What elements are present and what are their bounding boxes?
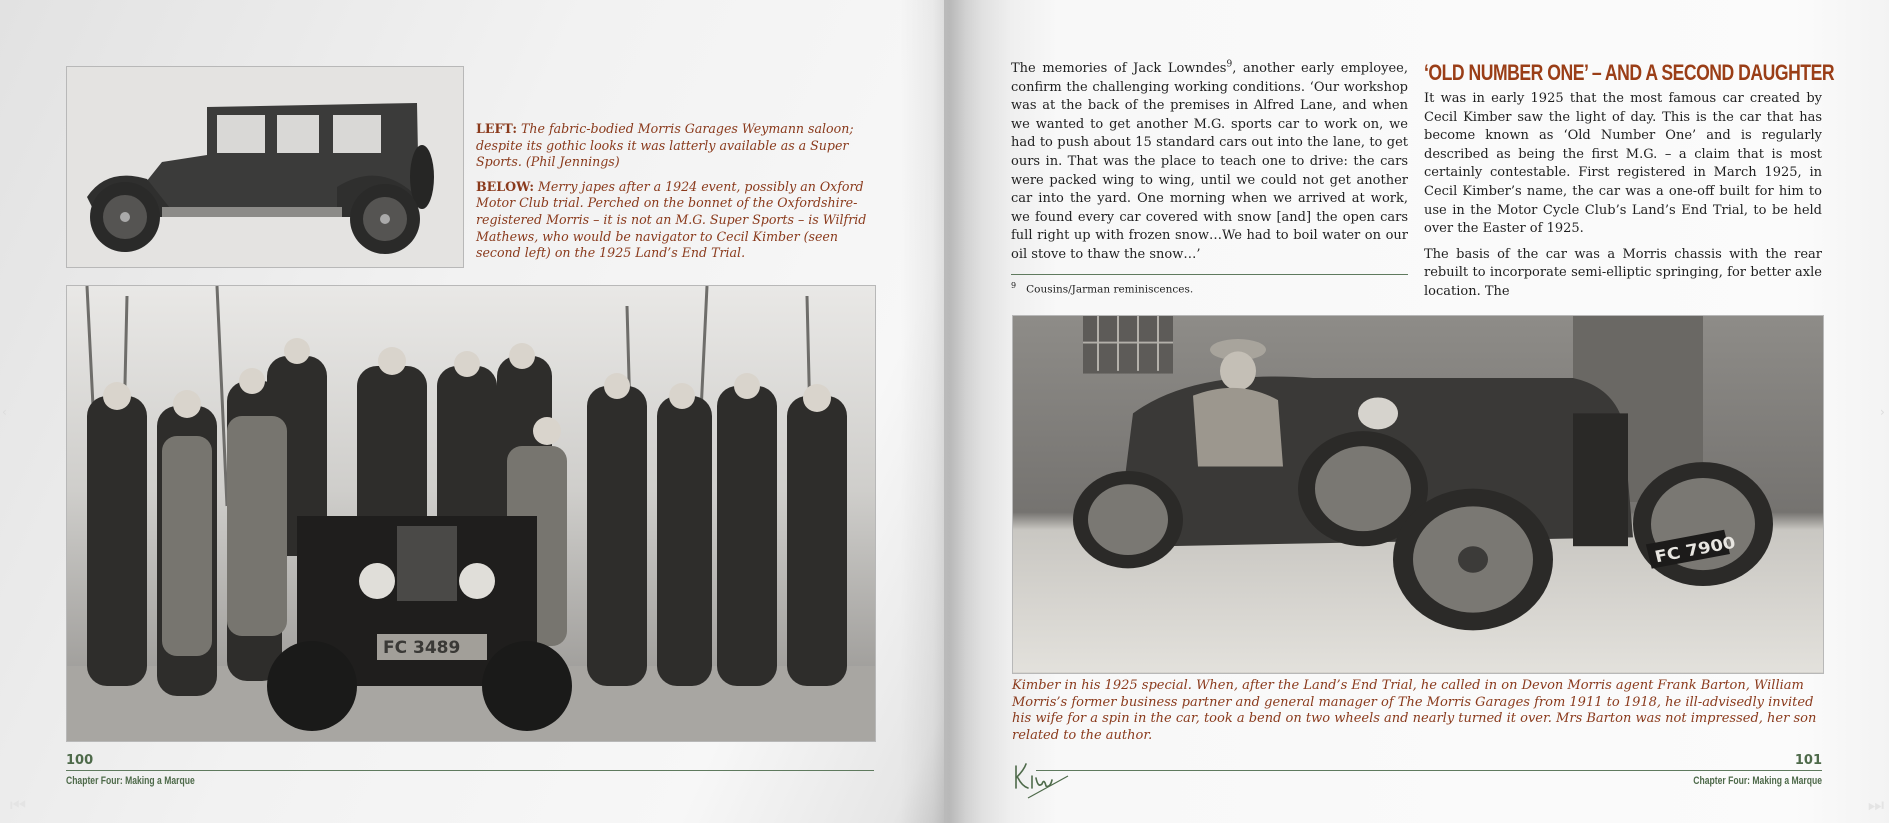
column-b (1424, 90, 1822, 309)
photo-group-1924-event (66, 285, 876, 742)
kimber-special-illustration (1013, 316, 1823, 673)
caption-below-lead: BELOW: (476, 178, 535, 194)
footnote (1011, 279, 1408, 297)
column-b-stack (1424, 58, 1835, 309)
caption-left (476, 121, 880, 171)
saloon-car-illustration (67, 67, 463, 267)
page-number-left: 100 (66, 753, 94, 768)
footer-rule-right (1036, 770, 1822, 771)
group-plate-text: FC 3489 (383, 638, 461, 658)
column-a (1011, 60, 1408, 272)
caption-left-text: The fabric-bodied Morris Garages Weymann saloon; despite its gothic looks it was latterly available as a Super Sports. (Phil Jennings) (476, 121, 854, 170)
photo-weymann-saloon (66, 66, 464, 268)
caption-left-lead: LEFT: (476, 121, 517, 136)
caption-below-text: Merry japes after a 1924 event, possibly an Oxford Motor Club trial. Perched on the bonnet of the Oxfordshire-registered Morris – it is not an M.G. Super Sports – is Wilfrid Mathews, who would be navigator to Cecil Kimber (seen second left) on the 1925 Land’s End Trial. (476, 178, 867, 261)
paragraph: The basis of the car was a Morris chassis with the rear rebuilt to incorporate semi-elliptic springing, for better axle location. The (1424, 246, 1822, 299)
last-page-icon[interactable]: ⏭ (1867, 795, 1885, 816)
footnote-ref[interactable]: 9 (1226, 59, 1233, 70)
paragraph-text: , another early employee, confirm the challenging working conditions. ‘Our workshop was at the back of the premises in Alfred Lane, and when we wanted to get another M.G. sports car to work on, we had to push about 15 standard cars out into the lane, to get ours in. That was the place to teach one to drive: the cars were packed wing to wing, until we could not get another car into the yard. One morning when we arrived at work, we found every car covered with snow [and] the open cars full right up with frozen snow…We had to boil water on our oil stove to thaw the snow…’ (1011, 61, 1408, 262)
left-page (0, 0, 944, 823)
kimber-signature-icon (1010, 758, 1072, 802)
group-photo-illustration (67, 286, 875, 741)
section-heading: ‘OLD NUMBER ONE’ – AND A SECOND DAUGHTER (1424, 60, 1835, 85)
plate-text: FC 7900 (1653, 533, 1738, 567)
caption-kimber-special: Kimber in his 1925 special. When, after the Land’s End Trial, he called in on Devon Morris agent Frank Barton, William Morris’s former business partner and general manager of The Morris Garages from 1911 to 1918, he ill-advisedly invited his wife for a spin in the car, took a bend on two wheels and nearly turned it over. Mrs Barton was not impressed, her son related to the author. (1012, 677, 1817, 744)
column-a-stack (1011, 60, 1408, 296)
caption-stack (476, 121, 880, 262)
footer-rule-left (66, 770, 874, 771)
footnote-mark: 9 (1011, 280, 1017, 290)
paragraph: It was in early 1925 that the most famous car created by Cecil Kimber saw the light of day. This is the car that has become known as ‘Old Number One’ and is regularly described as being the first M.G. – a claim that is most certainly contestable. First registered in March 1925, in Cecil Kimber’s name, the car was a one-off built for him to use in the Motor Cycle Club’s Land’s End Trial, to be held over the Easter of 1925. (1424, 91, 1822, 237)
paragraph-text: The memories of Jack Lowndes (1011, 61, 1227, 76)
jack-lowndes-paragraph (1011, 60, 1408, 265)
footnote-rule (1011, 274, 1408, 275)
next-page-arrow-icon[interactable]: › (1880, 405, 1885, 419)
footnote-text: Cousins/Jarman reminiscences. (1026, 283, 1194, 296)
running-head-left: Chapter Four: Making a Marque (66, 775, 195, 787)
page-number-right: 101 (1794, 753, 1822, 768)
caption-below (476, 179, 880, 262)
photo-kimber-1925-special (1012, 315, 1824, 674)
previous-page-arrow-icon[interactable]: ‹ (2, 405, 7, 419)
running-head-right: Chapter Four: Making a Marque (1693, 775, 1822, 787)
first-page-icon[interactable]: ⏮ (9, 795, 27, 816)
